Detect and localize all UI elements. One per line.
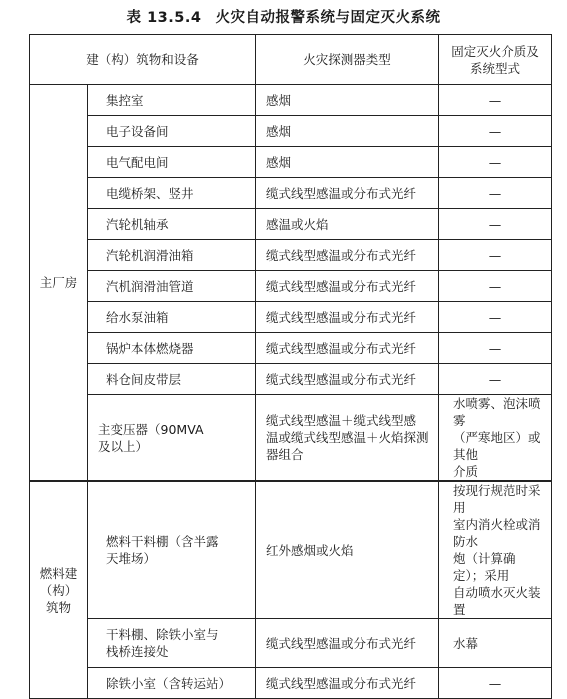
- detector-cell: 缆式线型感温或分布式光纤: [256, 668, 439, 699]
- medium-cell: [439, 395, 552, 482]
- table-title: [0, 6, 567, 27]
- main-plant-section: [30, 85, 552, 482]
- table-row: [30, 364, 552, 395]
- table-row: [30, 395, 552, 482]
- facility-cell: 电气配电间: [88, 147, 256, 178]
- facility-cell: 汽轮机轴承: [88, 209, 256, 240]
- detector-cell: 感烟: [256, 116, 439, 147]
- header-facility: 建（构）筑物和设备: [30, 35, 256, 85]
- category-line: 筑物: [45, 599, 71, 615]
- medium-cell: —: [439, 240, 552, 271]
- facility-cell: 锅炉本体燃烧器: [88, 333, 256, 364]
- facility-line: 及以上）: [98, 438, 149, 454]
- table-row: [30, 271, 552, 302]
- detector-cell: 缆式线型感温或分布式光纤: [256, 364, 439, 395]
- fuel-building-section: [30, 481, 552, 699]
- table-row: [30, 619, 552, 668]
- table-title-text: 火灾自动报警系统与固定灭火系统: [215, 10, 441, 26]
- medium-cell: 水幕: [439, 619, 552, 668]
- facility-cell: 汽轮机润滑油箱: [88, 240, 256, 271]
- medium-line: 按现行规范时采用: [453, 483, 541, 515]
- medium-cell: —: [439, 364, 552, 395]
- medium-line: 介质: [453, 464, 479, 479]
- medium-line: 炮（计算确定）；采用: [453, 551, 516, 583]
- category-main-plant: 主厂房: [30, 85, 88, 482]
- detector-cell: 感烟: [256, 147, 439, 178]
- facility-cell: [88, 619, 256, 668]
- facility-cell: 汽机润滑油管道: [88, 271, 256, 302]
- facility-cell: 电子设备间: [88, 116, 256, 147]
- header-medium: [439, 35, 552, 85]
- detector-cell: 感烟: [256, 85, 439, 116]
- detector-line: 温或缆式线型感温＋火焰探测: [266, 430, 429, 445]
- table-row: [30, 178, 552, 209]
- detector-cell: 缆式线型感温或分布式光纤: [256, 271, 439, 302]
- table-row: [30, 668, 552, 699]
- table-row: [30, 481, 552, 619]
- detector-line: 缆式线型感温＋缆式线型感: [266, 413, 417, 428]
- detector-cell: 缆式线型感温或分布式光纤: [256, 302, 439, 333]
- table-row: [30, 116, 552, 147]
- medium-cell: —: [439, 116, 552, 147]
- table-header-row: [30, 35, 552, 85]
- medium-cell: —: [439, 178, 552, 209]
- table-row: [30, 147, 552, 178]
- table-number: 表 13.5.4: [126, 10, 202, 26]
- category-line: 燃料建: [39, 565, 78, 581]
- facility-line: 干料棚、除铁小室与: [106, 627, 219, 642]
- medium-line: 室内消火栓或消防水: [453, 517, 541, 549]
- category-fuel-building: [30, 481, 88, 699]
- facility-cell: 给水泵油箱: [88, 302, 256, 333]
- facility-cell: 除铁小室（含转运站）: [88, 668, 256, 699]
- header-medium-line: 系统型式: [470, 60, 521, 76]
- category-line: （构）: [39, 582, 78, 598]
- medium-cell: —: [439, 333, 552, 364]
- detector-cell: 缆式线型感温或分布式光纤: [256, 333, 439, 364]
- facility-cell: [88, 395, 256, 482]
- fire-system-table: [29, 34, 552, 699]
- table-row: [30, 302, 552, 333]
- detector-cell: 缆式线型感温或分布式光纤: [256, 619, 439, 668]
- facility-cell: 集控室: [88, 85, 256, 116]
- facility-cell: 电缆桥架、竖井: [88, 178, 256, 209]
- header-detector: 火灾探测器类型: [256, 35, 439, 85]
- medium-cell: —: [439, 85, 552, 116]
- table-row: [30, 209, 552, 240]
- medium-line: （严寒地区）或其他: [453, 430, 541, 462]
- facility-line: 主变压器（90MVA: [98, 421, 204, 437]
- table-row: [30, 333, 552, 364]
- medium-cell: —: [439, 147, 552, 178]
- facility-line: 燃料干料棚（含半露: [106, 534, 219, 549]
- medium-cell: —: [439, 271, 552, 302]
- detector-cell: 缆式线型感温或分布式光纤: [256, 178, 439, 209]
- facility-line: 栈桥连接处: [106, 644, 169, 659]
- table-row: [30, 85, 552, 116]
- table-row: [30, 240, 552, 271]
- detector-cell: [256, 395, 439, 482]
- medium-line: 水喷雾、泡沫喷雾: [453, 396, 541, 428]
- medium-cell: [439, 481, 552, 619]
- detector-cell: 缆式线型感温或分布式光纤: [256, 240, 439, 271]
- detector-line: 器组合: [266, 447, 304, 462]
- detector-cell: 感温或火焰: [256, 209, 439, 240]
- medium-cell: —: [439, 302, 552, 333]
- facility-cell: 料仓间皮带层: [88, 364, 256, 395]
- facility-line: 天堆场）: [106, 551, 157, 566]
- medium-cell: —: [439, 668, 552, 699]
- medium-line: 自动喷水灭火装置: [453, 585, 541, 617]
- header-medium-line: 固定灭火介质及: [451, 43, 539, 59]
- medium-cell: —: [439, 209, 552, 240]
- facility-cell: [88, 481, 256, 619]
- detector-cell: 红外感烟或火焰: [256, 481, 439, 619]
